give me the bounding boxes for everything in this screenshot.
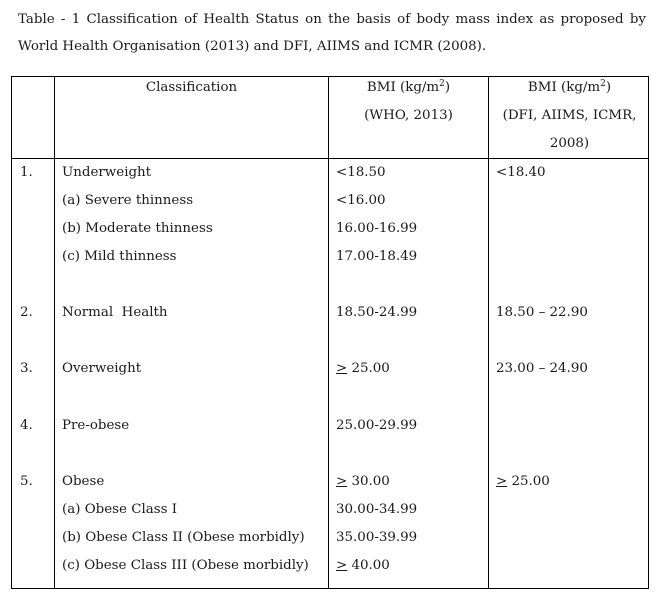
- classification-label: Overweight: [62, 361, 142, 376]
- greater-equal-symbol: >: [336, 361, 348, 376]
- row-number: 3.: [20, 361, 33, 376]
- header-bmi-who: [329, 74, 488, 102]
- classification-label: (c) Mild thinness: [62, 249, 177, 264]
- caption-line-2: World Health Organisation (2013) and DFI, AIIMS and ICMR (2008).: [18, 39, 487, 54]
- dfi-bmi-value: 18.50 – 22.90: [496, 305, 588, 320]
- who-bmi-value: 30.00-34.99: [336, 502, 418, 517]
- bmi-classification-table: [11, 76, 649, 589]
- who-bmi-value: [336, 468, 390, 496]
- classification-label: (a) Severe thinness: [62, 193, 194, 208]
- greater-equal-symbol: >: [336, 474, 348, 489]
- column-divider: [54, 77, 55, 588]
- who-bmi-number: 25.00: [347, 361, 390, 376]
- caption-line-1: Table - 1 Classification of Health Status on the basis of body mass index as proposed by: [18, 12, 646, 27]
- who-bmi-value: [336, 552, 390, 580]
- who-bmi-value: <18.50: [336, 165, 386, 180]
- who-bmi-number: 30.00: [347, 474, 390, 489]
- who-bmi-value: 25.00-29.99: [336, 418, 418, 433]
- header-bmi-who-close: ): [444, 80, 451, 95]
- greater-equal-symbol: >: [336, 558, 348, 573]
- classification-label: Normal Health: [62, 305, 168, 320]
- header-who-source: (WHO, 2013): [364, 108, 453, 123]
- classification-label: Underweight: [62, 165, 152, 180]
- who-bmi-number: 40.00: [347, 558, 390, 573]
- who-bmi-value: 16.00-16.99: [336, 221, 418, 236]
- header-bmi-who-unit: BMI (kg/m: [366, 80, 440, 95]
- row-number: 4.: [20, 418, 33, 433]
- dfi-bmi-value: <18.40: [496, 165, 546, 180]
- header-dfi-year: 2008): [549, 136, 590, 151]
- row-number: 5.: [20, 474, 33, 489]
- classification-label: (b) Moderate thinness: [62, 221, 213, 236]
- column-divider: [328, 77, 329, 588]
- dfi-bmi-value: [496, 468, 550, 496]
- header-classification: Classification: [145, 80, 238, 95]
- table-caption: [18, 6, 646, 60]
- row-number: 1.: [20, 165, 33, 180]
- classification-label: (b) Obese Class II (Obese morbidly): [62, 530, 305, 545]
- who-bmi-value: <16.00: [336, 193, 386, 208]
- classification-label: (c) Obese Class III (Obese morbidly): [62, 558, 309, 573]
- header-bmi-dfi: [489, 74, 650, 102]
- classification-label: Obese: [62, 474, 105, 489]
- who-bmi-value: [336, 355, 390, 383]
- dfi-bmi-value: 23.00 – 24.90: [496, 361, 588, 376]
- superscript-2: 2: [439, 79, 445, 89]
- header-dfi-source: (DFI, AIIMS, ICMR,: [502, 108, 637, 123]
- dfi-bmi-number: 25.00: [507, 474, 550, 489]
- who-bmi-value: 35.00-39.99: [336, 530, 418, 545]
- who-bmi-value: 18.50-24.99: [336, 305, 418, 320]
- classification-label: Pre-obese: [62, 418, 130, 433]
- who-bmi-value: 17.00-18.49: [336, 249, 418, 264]
- header-bmi-dfi-close: ): [605, 80, 612, 95]
- row-number: 2.: [20, 305, 33, 320]
- superscript-2: 2: [600, 79, 606, 89]
- classification-label: (a) Obese Class I: [62, 502, 178, 517]
- header-bmi-dfi-unit: BMI (kg/m: [527, 80, 601, 95]
- greater-equal-symbol: >: [496, 474, 508, 489]
